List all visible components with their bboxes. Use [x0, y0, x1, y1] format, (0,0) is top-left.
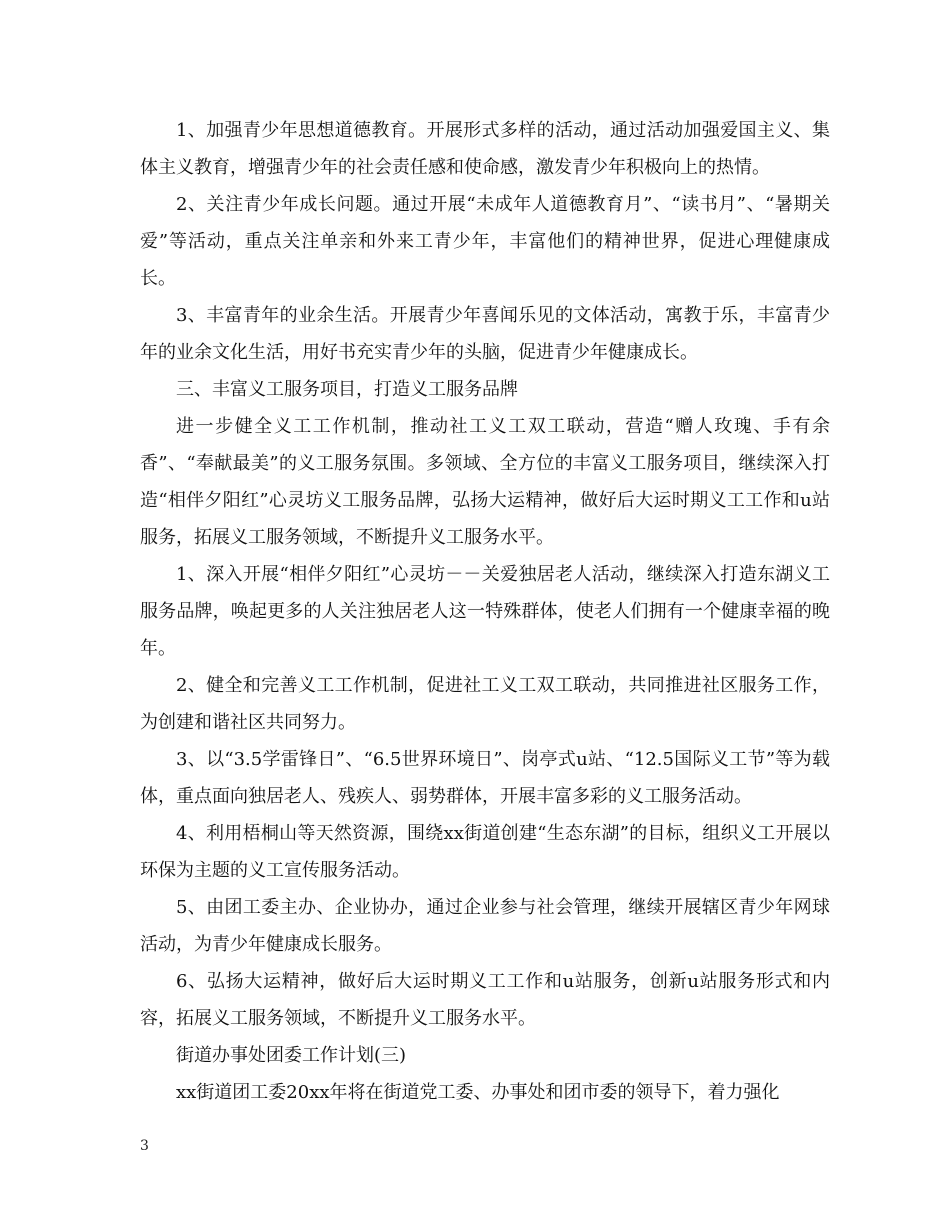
page-number: 3 — [140, 1138, 149, 1154]
section-heading-work-plan-three: 街道办事处团委工作计划(三) — [176, 1045, 407, 1066]
paragraph-work-plan-intro: xx街道团工委20xx年将在街道党工委、办事处和团市委的领导下，着力强化 — [176, 1082, 780, 1103]
paragraph-themed-volunteer-days: 3、以“3.5学雷锋日”、“6.5世界环境日”、岗亭式u站、“12.5国际义工节”等为载体，重点面向独居老人、残疾人、弱势群体，开展丰富多彩的义工服务活动。 — [140, 749, 830, 807]
paragraph-youth-tennis-activity: 5、由团工委主办、企业协办，通过企业参与社会管理，继续开展辖区青少年网球活动，为青少年健康成长服务。 — [140, 897, 830, 955]
paragraph-volunteer-work-mechanism: 2、健全和完善义工工作机制，促进社工义工双工联动，共同推进社区服务工作，为创建和谐社区共同努力。 — [140, 675, 830, 733]
paragraph-environmental-activities: 4、利用梧桐山等天然资源，围绕xx街道创建“生态东湖”的目标，组织义工开展以环保为主题的义工宣传服务活动。 — [140, 823, 830, 881]
paragraph-elderly-care-activity: 1、深入开展“相伴夕阳红”心灵坊－－关爱独居老人活动，继续深入打造东湖义工服务品牌，唤起更多的人关注独居老人这一特殊群体，使老人们拥有一个健康幸福的晚年。 — [140, 564, 830, 659]
paragraph-volunteer-mechanism-intro: 进一步健全义工工作机制，推动社工义工双工联动，营造“赠人玫瑰、手有余香”、“奉献最美”的义工服务氛围。多领域、全方位的丰富义工服务项目，继续深入打造“相伴夕阳红”心灵坊义工服务品牌，弘扬大运精神，做好后大运时期义工工作和u站服务，拓展义工服务领域，不断提升义工服务水平。 — [140, 416, 830, 548]
paragraph-youth-leisure-life: 3、丰富青年的业余生活。开展青少年喜闻乐见的文体活动，寓教于乐，丰富青少年的业余文化生活，用好书充实青少年的头脑，促进青少年健康成长。 — [140, 305, 830, 363]
paragraph-youth-growth-issues: 2、关注青少年成长问题。通过开展“未成年人道德教育月”、“读书月”、“暑期关爱”等活动，重点关注单亲和外来工青少年，丰富他们的精神世界，促进心理健康成长。 — [140, 194, 830, 289]
document-body — [140, 112, 830, 1111]
paragraph-youth-moral-education: 1、加强青少年思想道德教育。开展形式多样的活动，通过活动加强爱国主义、集体主义教育，增强青少年的社会责任感和使命感，激发青少年积极向上的热情。 — [140, 120, 830, 178]
paragraph-universiade-spirit: 6、弘扬大运精神，做好后大运时期义工工作和u站服务，创新u站服务形式和内容，拓展义工服务领域，不断提升义工服务水平。 — [140, 971, 830, 1029]
section-heading-volunteer-services: 三、丰富义工服务项目，打造义工服务品牌 — [176, 379, 518, 400]
